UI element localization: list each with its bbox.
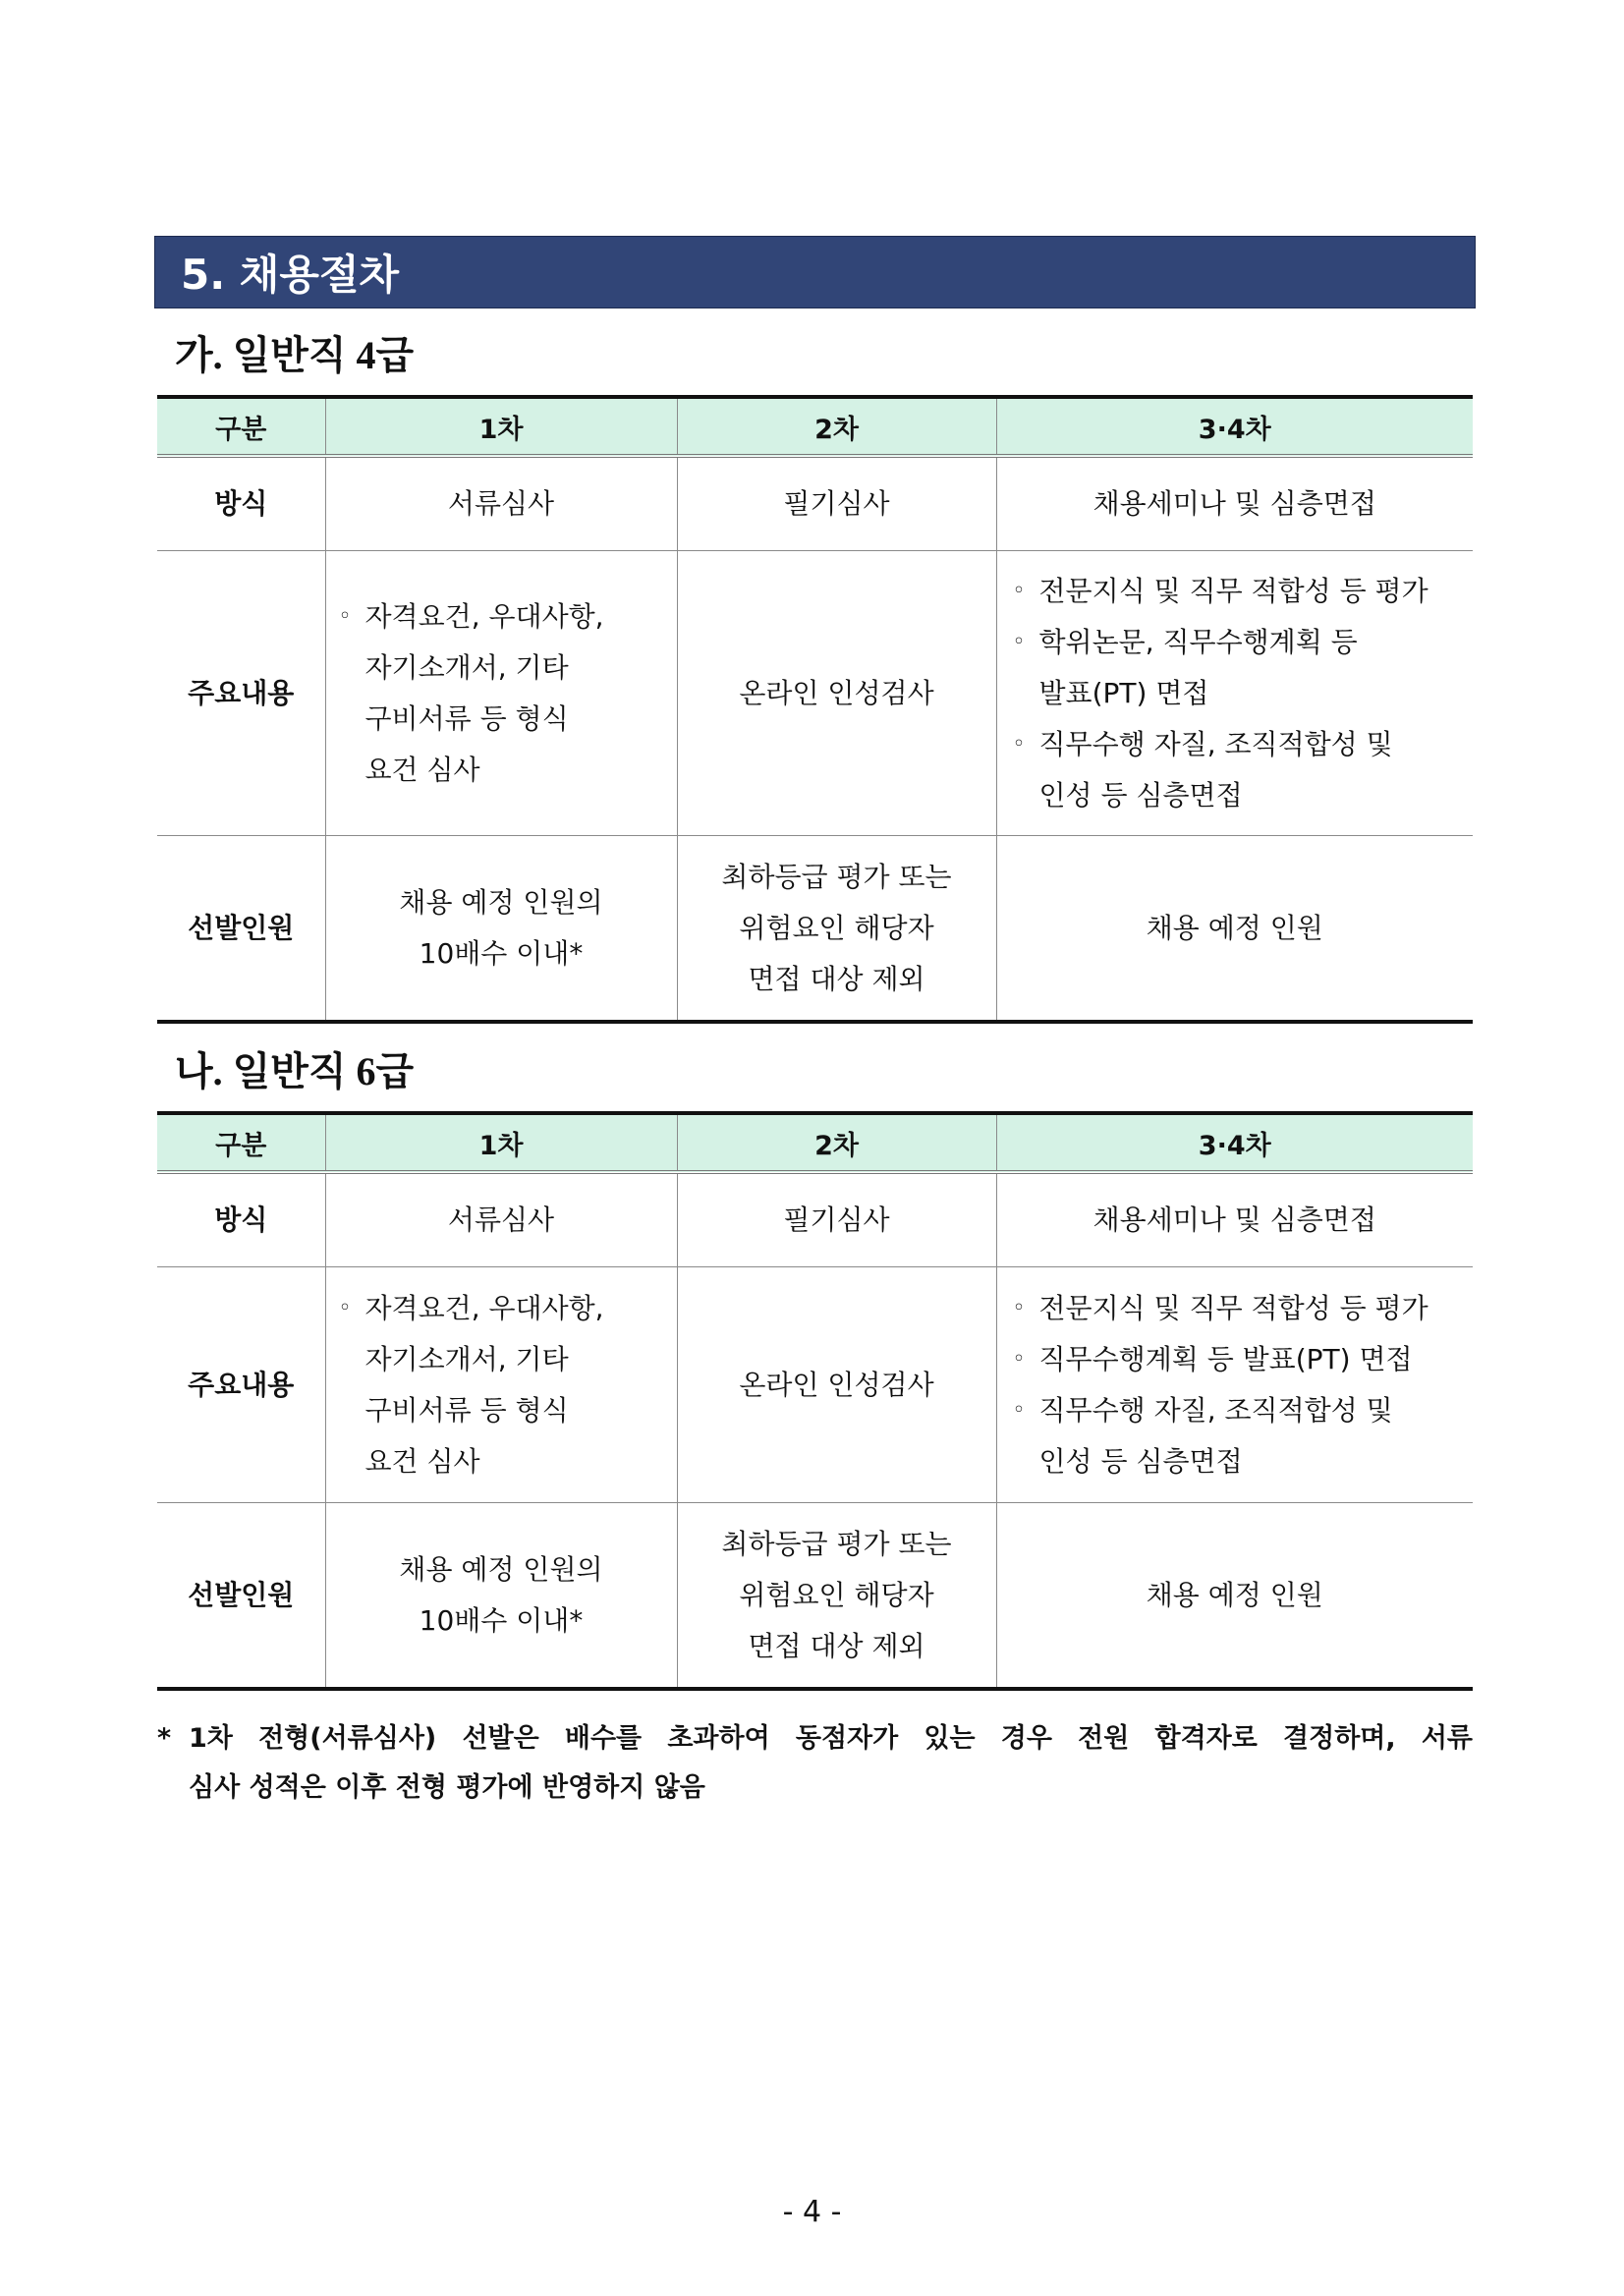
row-label-content: 주요내용	[157, 551, 325, 836]
selection-line: 면접 대상 제외	[748, 962, 925, 995]
header-stage34: 3·4차	[996, 397, 1473, 456]
method-stage1: 서류심사	[325, 1172, 677, 1267]
selection-line: 위험요인 해당자	[739, 1578, 934, 1611]
bullet-item	[1013, 1283, 1474, 1334]
content-stage1	[325, 1267, 677, 1503]
selection-stage1	[325, 1503, 677, 1690]
procedure-table-grade-4	[157, 395, 1473, 1024]
bullet-item	[1013, 617, 1474, 719]
bullet-line: 직무수행 자질, 조직적합성 및	[1038, 1393, 1393, 1427]
header-stage2: 2차	[677, 1113, 996, 1172]
bullet-item	[1013, 1385, 1474, 1487]
row-method	[157, 456, 1473, 551]
header-row	[157, 1113, 1473, 1172]
bullet-icon: ◦	[1012, 731, 1026, 756]
section-title-bar	[154, 236, 1476, 308]
bullet-line: 전문지식 및 직무 적합성 등 평가	[1038, 1291, 1428, 1324]
selection-stage34	[996, 1503, 1473, 1690]
bullet-item	[1013, 719, 1474, 821]
bullet-line: 자격요건, 우대사항,	[364, 1291, 604, 1324]
method-stage34: 채용세미나 및 심층면접	[996, 1172, 1473, 1267]
header-stage1: 1차	[325, 1113, 677, 1172]
method-stage34: 채용세미나 및 심층면접	[996, 456, 1473, 551]
row-label-selection: 선발인원	[157, 1503, 325, 1690]
selection-stage2	[677, 836, 996, 1023]
selection-stage2	[677, 1503, 996, 1690]
selection-line: 최하등급 평가 또는	[721, 860, 952, 893]
row-label-content: 주요내용	[157, 1267, 325, 1503]
selection-line: 면접 대상 제외	[748, 1629, 925, 1662]
bullet-item	[339, 591, 677, 796]
content-stage2	[677, 551, 996, 836]
bullet-item	[1013, 566, 1474, 617]
method-stage2: 필기심사	[677, 1172, 996, 1267]
method-stage2: 필기심사	[677, 456, 996, 551]
header-category: 구분	[157, 397, 325, 456]
header-stage34: 3·4차	[996, 1113, 1473, 1172]
bullet-line: 발표(PT) 면접	[1038, 676, 1209, 709]
subtitle-grade-6: 나. 일반직 6급	[175, 1049, 415, 1093]
bullet-line: 자기소개서, 기타	[364, 650, 569, 684]
content-line: 온라인 인성검사	[739, 1368, 934, 1401]
bullet-line: 인성 등 심층면접	[1038, 1444, 1243, 1478]
content-stage2	[677, 1267, 996, 1503]
content-line: 온라인 인성검사	[739, 676, 934, 709]
procedure-table-grade-6	[157, 1111, 1473, 1691]
bullet-line: 자기소개서, 기타	[364, 1342, 569, 1375]
bullet-line: 인성 등 심층면접	[1038, 778, 1243, 812]
header-stage2: 2차	[677, 397, 996, 456]
selection-line: 채용 예정 인원의	[399, 885, 603, 919]
content-stage34	[996, 551, 1473, 836]
bullet-item	[1013, 1334, 1474, 1385]
header-category: 구분	[157, 1113, 325, 1172]
bullet-icon: ◦	[1012, 1397, 1026, 1423]
footnote-line: 심사 성적은 이후 전형 평가에 반영하지 않음	[189, 1772, 705, 1803]
bullet-line: 전문지식 및 직무 적합성 등 평가	[1038, 574, 1428, 607]
row-label-selection: 선발인원	[157, 836, 325, 1023]
row-label-method: 방식	[157, 1172, 325, 1267]
content-stage34	[996, 1267, 1473, 1503]
selection-line: 10배수 이내*	[419, 936, 584, 970]
page-number: - 4 -	[782, 2195, 842, 2229]
method-stage1: 서류심사	[325, 456, 677, 551]
row-selection	[157, 1503, 1473, 1690]
bullet-line: 자격요건, 우대사항,	[364, 599, 604, 633]
row-selection	[157, 836, 1473, 1023]
header-stage1: 1차	[325, 397, 677, 456]
row-label-method: 방식	[157, 456, 325, 551]
bullet-icon: ◦	[338, 1295, 352, 1320]
bullet-icon: ◦	[1012, 578, 1026, 603]
bullet-icon: ◦	[1012, 1346, 1026, 1372]
selection-stage34	[996, 836, 1473, 1023]
section-title: 5. 채용절차	[181, 251, 400, 299]
bullet-line: 학위논문, 직무수행계획 등	[1038, 625, 1358, 658]
footnote	[157, 1714, 1473, 1813]
row-content	[157, 551, 1473, 836]
header-row	[157, 397, 1473, 456]
row-method	[157, 1172, 1473, 1267]
bullet-line: 구비서류 등 형식	[364, 701, 569, 735]
selection-line: 채용 예정 인원의	[399, 1552, 603, 1586]
bullet-line: 직무수행계획 등 발표(PT) 면접	[1038, 1342, 1413, 1375]
selection-line: 채용 예정 인원	[1146, 911, 1323, 944]
bullet-item	[339, 1283, 677, 1487]
row-content	[157, 1267, 1473, 1503]
bullet-icon: ◦	[338, 603, 352, 629]
content-stage1	[325, 551, 677, 836]
selection-line: 채용 예정 인원	[1146, 1578, 1323, 1611]
bullet-icon: ◦	[1012, 1295, 1026, 1320]
bullet-icon: ◦	[1012, 629, 1026, 654]
subtitle-grade-4: 가. 일반직 4급	[175, 333, 415, 377]
footnote-line: 1차 전형(서류심사) 선발은 배수를 초과하여 동점자가 있는 경우 전원 합격자로 결정하며, 서류	[189, 1723, 1473, 1754]
selection-line: 위험요인 해당자	[739, 911, 934, 944]
bullet-line: 요건 심사	[364, 1444, 480, 1478]
selection-stage1	[325, 836, 677, 1023]
bullet-line: 구비서류 등 형식	[364, 1393, 569, 1427]
selection-line: 최하등급 평가 또는	[721, 1527, 952, 1560]
footnote-marker: *	[157, 1723, 172, 1754]
bullet-line: 직무수행 자질, 조직적합성 및	[1038, 727, 1393, 760]
selection-line: 10배수 이내*	[419, 1603, 584, 1637]
bullet-line: 요건 심사	[364, 753, 480, 786]
